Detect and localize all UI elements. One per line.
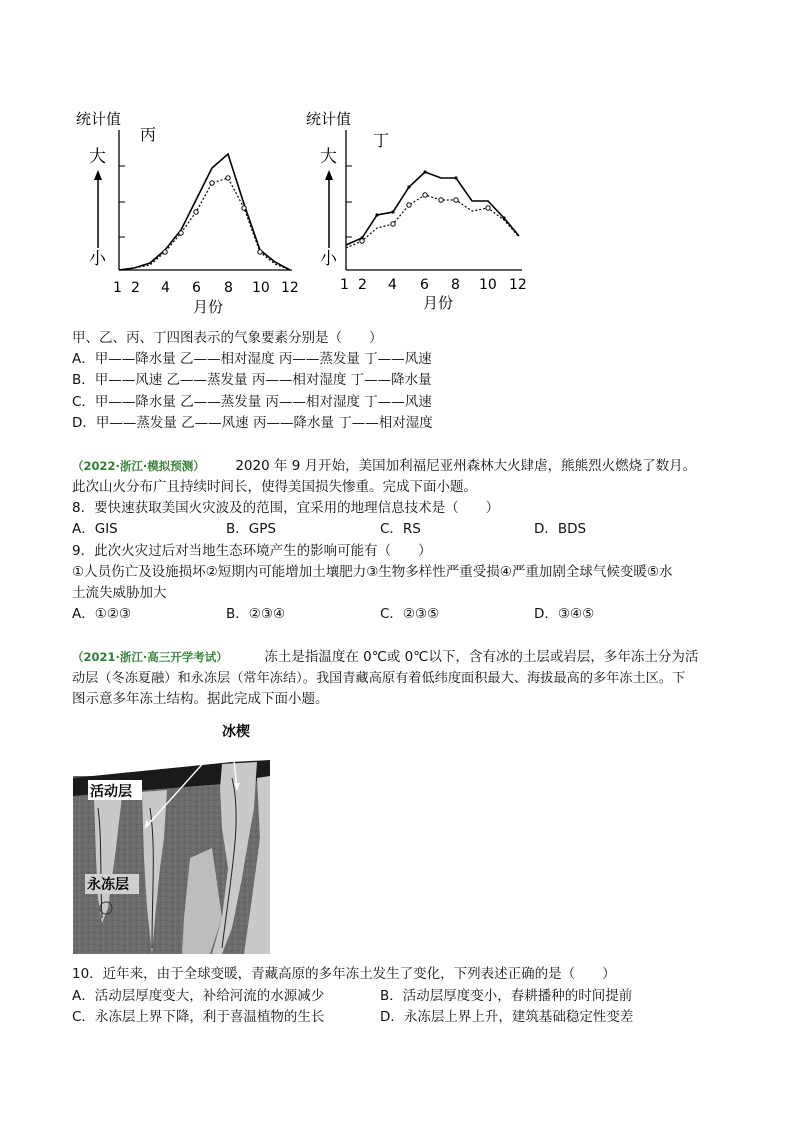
chart-bing-dotted-line — [119, 178, 290, 270]
q10-stem: 10．近年来，由于全球变暖，青藏高原的多年冻土发生了变化，下列表述正确的是（ ） — [72, 966, 616, 982]
chart-bing-point — [179, 231, 183, 235]
chart-bing-xtick: 2 — [131, 280, 140, 296]
section2-intro2: 此次山火分布广且持续时间长，使得美国损失惨重。完成下面小题。 — [72, 479, 477, 495]
chart-ding — [300, 100, 540, 315]
q8-stem: 8．要快速获取美国火灾波及的范围，宜采用的地理信息技术是（ ） — [72, 500, 500, 516]
chart-ding-xlabel: 月份 — [423, 294, 454, 312]
chart-ding-name: 丁 — [373, 131, 390, 150]
chart-ding-point — [407, 185, 410, 188]
chart-ding-xtick: 12 — [509, 277, 527, 293]
figure-permafrost-label: 永冻层 — [87, 877, 129, 893]
q9-option-d[interactable]: D．③④⑤ — [534, 606, 595, 622]
chart-bing-high: 大 — [89, 147, 106, 167]
q7-option-c[interactable]: C．甲——降水量 乙——蒸发量 丙——相对湿度 丁——风速 — [72, 394, 432, 410]
q9-stem: 9．此次火灾过后对当地生态环境产生的影响可能有（ ） — [72, 543, 432, 559]
chart-ding-point — [391, 210, 394, 213]
chart-bing-xtick: 12 — [281, 280, 299, 296]
chart-ding-point — [360, 239, 364, 243]
section3-intro3: 图示意多年冻土结构。据此完成下面小题。 — [72, 691, 329, 707]
chart-bing-point — [210, 181, 214, 185]
chart-ding-ylabel: 统计值 — [306, 110, 352, 128]
chart-bing-xtick: 6 — [192, 280, 201, 296]
q10-option-d[interactable]: D．永冻层上界上升，建筑基础稳定性变差 — [380, 1009, 634, 1025]
q9-option-b[interactable]: B．②③④ — [226, 606, 286, 622]
chart-bing-point — [194, 210, 198, 214]
chart-ding-point — [439, 198, 443, 202]
chart-bing-solid-line — [119, 154, 290, 270]
q7-stem: 甲、乙、丙、丁四图表示的气象要素分别是（ ） — [72, 330, 383, 346]
q8-option-a[interactable]: A．GIS — [72, 521, 118, 537]
figure-active-layer-label: 活动层 — [90, 784, 132, 800]
chart-ding-arrow-head — [325, 170, 333, 180]
q8-option-b[interactable]: B．GPS — [226, 521, 276, 537]
q9-items-line2: 土流失威胁加大 — [72, 585, 167, 601]
q7-option-b[interactable]: B．甲——风速 乙——蒸发量 丙——相对湿度 丁——降水量 — [72, 372, 432, 388]
chart-bing-point — [242, 206, 246, 210]
chart-bing-xlabel: 月份 — [193, 298, 224, 315]
chart-bing-point — [163, 250, 167, 254]
chart-bing-low: 小 — [89, 249, 106, 269]
chart-ding-point — [502, 216, 505, 219]
chart-ding-point — [423, 193, 427, 197]
chart-ding-point — [407, 203, 411, 207]
figure-ice-wedge-label: 冰楔 — [222, 724, 250, 740]
q7-option-d[interactable]: D．甲——蒸发量 乙——风速 丙——降水量 丁——相对湿度 — [72, 415, 433, 431]
q10-option-b[interactable]: B．活动层厚度变小，春耕播种的时间提前 — [380, 988, 633, 1004]
chart-ding-low: 小 — [320, 249, 337, 269]
chart-bing-xtick: 4 — [161, 280, 170, 296]
chart-bing-ylabel: 统计值 — [76, 110, 122, 128]
chart-ding-xtick: 10 — [479, 277, 497, 293]
q8-option-d[interactable]: D．BDS — [534, 521, 587, 537]
section2-source: （2022·浙江·模拟预测） — [72, 459, 205, 473]
permafrost-figure — [72, 718, 277, 958]
section2-intro-line1 — [72, 457, 696, 476]
q9-option-c[interactable]: C．②③⑤ — [380, 606, 440, 622]
chart-ding-xtick: 8 — [451, 277, 460, 293]
chart-bing — [70, 100, 310, 315]
q10-option-c[interactable]: C．永冻层上界下降，利于喜温植物的生长 — [72, 1009, 325, 1025]
chart-ding-point — [391, 222, 395, 226]
chart-ding-point — [486, 206, 490, 210]
q9-items-line1: ①人员伤亡及设施损坏②短期内可能增加土壤肥力③生物多样性严重受损④严重加剧全球气候变暖⑤水 — [72, 564, 673, 580]
section3-source: （2021·浙江·高三开学考试） — [72, 650, 228, 664]
chart-bing-name: 丙 — [140, 125, 157, 144]
chart-bing-xtick: 8 — [224, 280, 233, 296]
chart-bing-xtick: 1 — [113, 280, 122, 296]
chart-ding-point — [375, 213, 378, 216]
section3-intro1: 冻土是指温度在 0℃或 0℃以下，含有冰的土层或岩层，多年冻土分为活 — [264, 649, 699, 665]
section3-intro2: 动层（冬冻夏融）和永冻层（常年冻结）。我国青藏高原有着低纬度面积最大、海拔最高的多年冻土区。下 — [72, 671, 686, 686]
section2-intro1: 2020 年 9 月开始，美国加利福尼亚州森林大火肆虐，熊熊烈火燃烧了数月。 — [235, 458, 697, 474]
chart-ding-high: 大 — [320, 147, 337, 167]
q10-option-a[interactable]: A．活动层厚度变大，补给河流的水源减少 — [72, 988, 325, 1004]
chart-ding-solid-line — [346, 172, 519, 245]
section3-intro-line1 — [72, 648, 698, 667]
chart-ding-xtick: 4 — [388, 277, 397, 293]
chart-bing-point — [258, 250, 262, 254]
chart-bing-arrow-head — [94, 170, 102, 180]
chart-ding-xtick: 2 — [358, 277, 367, 293]
chart-bing-point — [226, 176, 230, 180]
q8-option-c[interactable]: C．RS — [380, 521, 421, 537]
chart-ding-point — [454, 198, 458, 202]
chart-ding-xtick: 6 — [420, 277, 429, 293]
q9-option-a[interactable]: A．①②③ — [72, 606, 132, 622]
chart-ding-point — [423, 170, 426, 173]
q7-option-a[interactable]: A．甲——降水量 乙——相对湿度 丙——蒸发量 丁——风速 — [72, 351, 432, 367]
chart-ding-xtick: 1 — [340, 277, 349, 293]
chart-ding-point — [454, 176, 457, 179]
chart-bing-xtick: 10 — [252, 280, 270, 296]
